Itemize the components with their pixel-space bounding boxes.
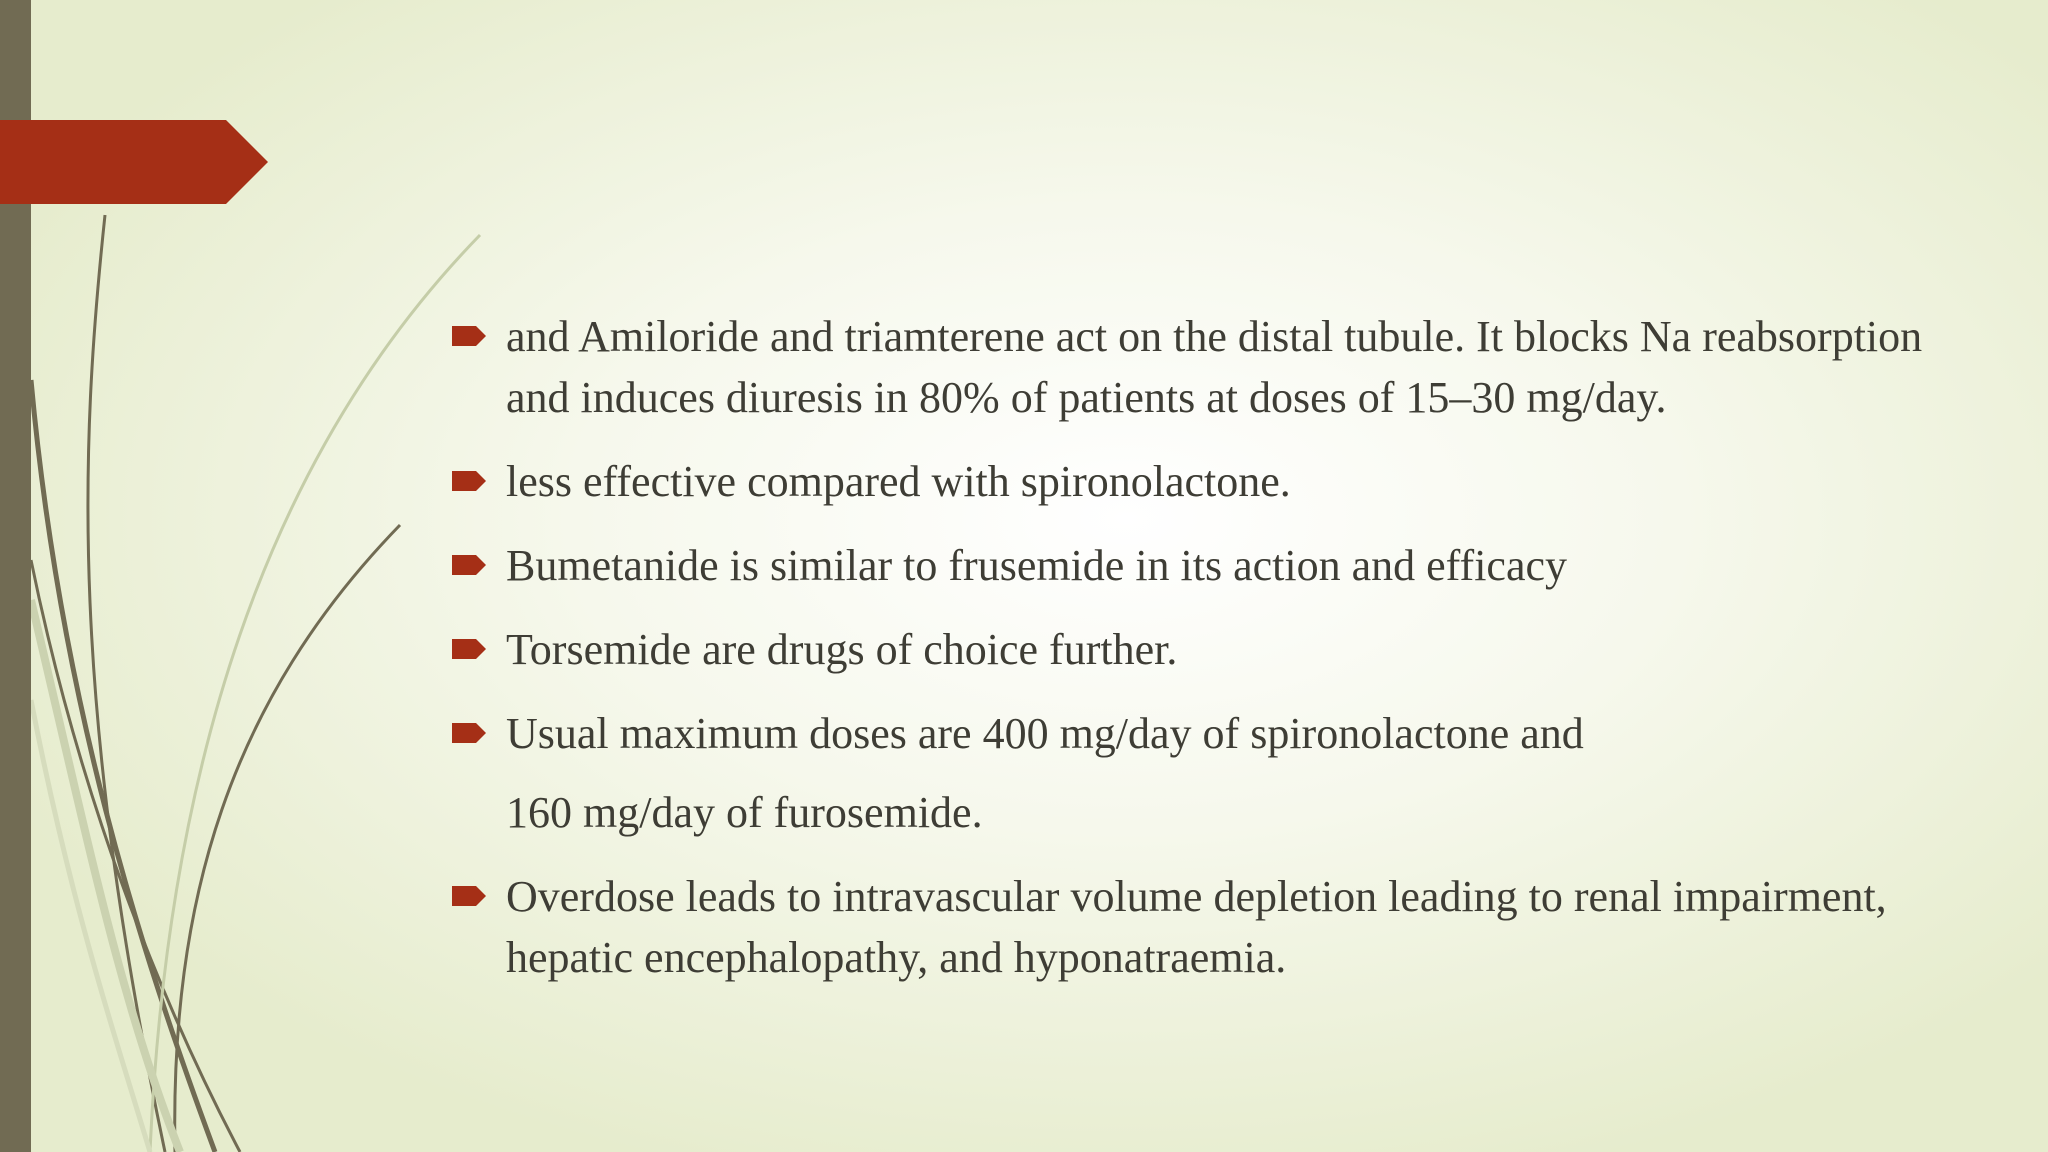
- content-area: [452, 306, 1952, 1011]
- bullet-text: Usual maximum doses are 400 mg/day of spironolactone and: [506, 709, 1584, 758]
- arrow-bullet-icon: [452, 471, 486, 491]
- bullet-continuation: 160 mg/day of furosemide.: [506, 788, 983, 837]
- arrow-bullet-icon: [452, 723, 486, 743]
- bullet-item: [452, 451, 1952, 512]
- bullet-text: and Amiloride and triamterene act on the distal tubule. It blocks Na reabsorption and induces diuresis in 80% of patients at doses of 15–30 mg/day.: [506, 312, 1923, 422]
- arrow-bullet-icon: [452, 326, 486, 346]
- arrow-bullet-icon: [452, 886, 486, 906]
- bullet-item: [452, 619, 1952, 680]
- arrow-bullet-icon: [452, 639, 486, 659]
- bullet-item: [452, 535, 1952, 596]
- bullet-text: Overdose leads to intravascular volume depletion leading to renal impairment, hepatic encephalopathy, and hyponatraemia.: [506, 872, 1887, 982]
- bullet-text: Torsemide are drugs of choice further.: [506, 625, 1178, 674]
- bullet-text: less effective compared with spironolactone.: [506, 457, 1291, 506]
- title-tab-shape: [0, 0, 280, 220]
- bullet-list: [452, 306, 1952, 988]
- arrow-bullet-icon: [452, 555, 486, 575]
- bullet-item: [452, 306, 1952, 428]
- bullet-text: Bumetanide is similar to frusemide in its action and efficacy: [506, 541, 1568, 590]
- bullet-item: [452, 703, 1952, 764]
- bullet-item: [452, 866, 1952, 988]
